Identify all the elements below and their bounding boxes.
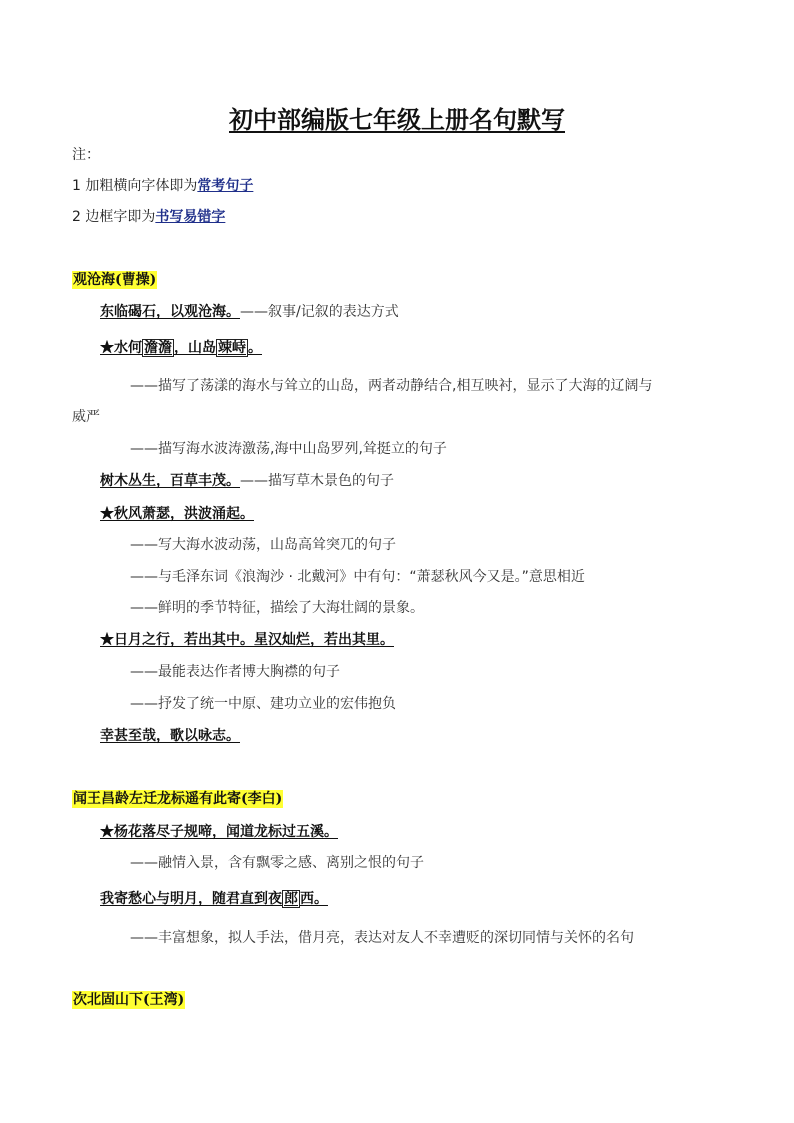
quote-text: 树木丛生，百草丰茂。 bbox=[100, 473, 240, 489]
quote-text-part: ★水何 bbox=[100, 340, 142, 356]
note-2-text: 2 边框字即为 bbox=[72, 209, 156, 225]
quote-text-part: 。 bbox=[248, 340, 262, 356]
section-heading-guancanghai: 观沧海(曹操) bbox=[73, 272, 157, 288]
note-label: 注： bbox=[72, 147, 100, 163]
quote-text: ★秋风萧瑟，洪波涌起。 bbox=[100, 506, 254, 522]
section-heading-wenwangchangling: 闻王昌龄左迁龙标遥有此寄(李白) bbox=[73, 791, 283, 807]
quote-line bbox=[100, 631, 394, 649]
quote-desc: ——描写草木景色的句子 bbox=[240, 473, 394, 489]
quote-explanation: ——丰富想象，拟人手法，借月亮，表达对友人不幸遭贬的深切同情与关怀的名句 bbox=[130, 930, 634, 946]
quote-explanation: ——鲜明的季节特征，描绘了大海壮阔的景象。 bbox=[130, 600, 424, 616]
quote-text-part: 我寄愁心与明月，随君直到夜 bbox=[100, 891, 282, 907]
quote-desc: ——叙事/记叙的表达方式 bbox=[240, 304, 399, 320]
page-title: 初中部编版七年级上册名句默写 bbox=[229, 105, 565, 134]
note-1 bbox=[72, 177, 253, 195]
note-2-link[interactable]: 书写易错字 bbox=[155, 209, 226, 225]
boxed-char bbox=[142, 339, 174, 357]
quote-text-part: 西。 bbox=[300, 891, 328, 907]
quote-explanation-cont: 威严 bbox=[72, 409, 100, 425]
quote-text-part: ，山岛 bbox=[174, 340, 216, 356]
note-1-link[interactable]: 常考句子 bbox=[197, 178, 254, 194]
quote-line bbox=[100, 472, 394, 490]
quote-explanation: ——描写海水波涛激荡,海中山岛罗列,耸挺立的句子 bbox=[130, 441, 447, 457]
boxed-char bbox=[216, 339, 248, 357]
quote-explanation: ——最能表达作者博大胸襟的句子 bbox=[130, 664, 340, 680]
boxed-char-1: 竦 bbox=[218, 340, 232, 356]
boxed-char-2: 峙 bbox=[232, 340, 246, 356]
quote-line bbox=[100, 890, 328, 908]
quote-text: 东临碣石，以观沧海。 bbox=[100, 304, 240, 320]
quote-text: ★杨花落尽子规啼，闻道龙标过五溪。 bbox=[100, 824, 338, 840]
note-1-text: 1 加粗横向字体即为 bbox=[72, 178, 198, 194]
quote-explanation: ——融情入景，含有飘零之感、离别之恨的句子 bbox=[130, 855, 424, 871]
quote-line bbox=[100, 727, 240, 745]
boxed-char: 郎 bbox=[284, 891, 298, 907]
quote-line bbox=[100, 823, 338, 841]
quote-explanation: ——描写了荡漾的海水与耸立的山岛，两者动静结合,相互映衬，显示了大海的辽阔与 bbox=[130, 378, 653, 394]
boxed-char-2: 澹 bbox=[158, 340, 172, 356]
quote-line bbox=[100, 303, 399, 321]
quote-line bbox=[100, 339, 262, 357]
note-2 bbox=[72, 208, 225, 226]
section-heading-cibeigushanxia: 次北固山下(王湾) bbox=[73, 992, 185, 1008]
quote-explanation: ——抒发了统一中原、建功立业的宏伟抱负 bbox=[130, 696, 396, 712]
boxed-char-1: 澹 bbox=[144, 340, 158, 356]
quote-line bbox=[100, 505, 254, 523]
quote-text: 幸甚至哉，歌以咏志。 bbox=[100, 728, 240, 744]
quote-text: ★日月之行，若出其中。星汉灿烂，若出其里。 bbox=[100, 632, 394, 648]
quote-explanation: ——与毛泽东词《浪淘沙 · 北戴河》中有句：“萧瑟秋风今又是。”意思相近 bbox=[130, 569, 585, 585]
quote-explanation: ——写大海水波动荡，山岛高耸突兀的句子 bbox=[130, 537, 396, 553]
